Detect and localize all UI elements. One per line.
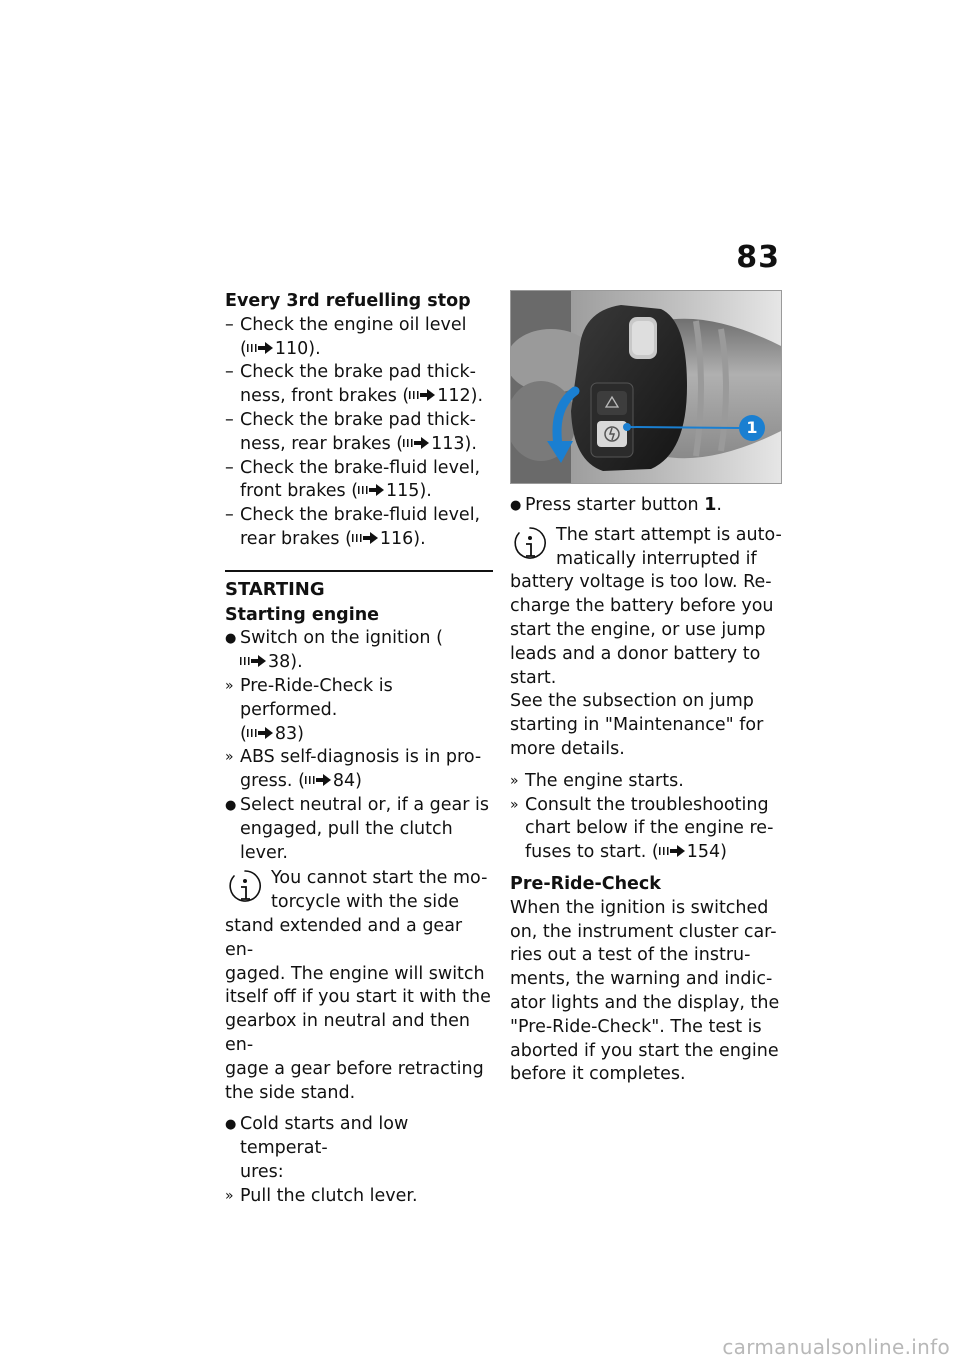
dash-marker: –: [225, 362, 234, 383]
button-number: 1: [704, 495, 717, 515]
page-reference-arrow-icon: [352, 532, 378, 544]
result-item: [225, 675, 493, 746]
body-text: before it completes.: [510, 1064, 686, 1085]
result-item: » Consult the troubleshooting chart below if the engine re- fuses to start. ( 154): [510, 794, 782, 865]
dash-marker: –: [225, 505, 234, 526]
note-text: starting in "Maintenance" for: [510, 715, 764, 736]
item-text: ).: [290, 652, 303, 673]
note-text: You cannot start the mo-: [271, 868, 488, 889]
note-text: start the engine, or use jump: [510, 619, 766, 640]
page-reference-link[interactable]: ( 115): [351, 481, 427, 502]
handlebar-switch-figure: [510, 290, 782, 484]
pre-ride-check-heading: Pre-Ride-Check: [510, 873, 661, 894]
bullet-marker: ●: [225, 1117, 237, 1133]
note-text: matically interrupted if: [556, 548, 757, 569]
page-reference-arrow-icon: [240, 655, 266, 667]
result-item: [510, 770, 782, 794]
note-text: stand extended and a gear en-: [225, 915, 463, 960]
figure-callout-label: 1: [746, 418, 758, 437]
note-text: leads and a donor battery to: [510, 643, 761, 664]
item-text: Check the brake-fluid level,: [240, 505, 481, 526]
item-text: Check the brake-fluid level,: [240, 457, 481, 478]
body-text: ments, the warning and indic-: [510, 969, 773, 990]
page-reference-arrow-icon: [409, 389, 435, 401]
result-item: » ABS self-diagnosis is in pro- gress. ( 84): [225, 746, 493, 794]
result-marker: »: [225, 749, 234, 766]
note-text: battery voltage is too low. Re-: [510, 572, 772, 593]
note-text: See the subsection on jump: [510, 691, 754, 712]
bullet-marker: ●: [225, 797, 237, 813]
body-text: aborted if you start the engine: [510, 1040, 779, 1061]
item-text: Press starter button: [525, 495, 705, 515]
bullet-marker: ●: [225, 631, 237, 647]
result-marker: »: [510, 796, 519, 813]
info-icon: [510, 524, 550, 568]
checklist-item: – Check the brake pad thick- ness, front brakes ( 112).: [225, 361, 493, 409]
starting-engine-heading: Starting engine: [225, 604, 380, 625]
watermark: carmanualsonline.info: [722, 1335, 950, 1359]
page-reference-arrow-icon: [247, 727, 273, 739]
note-text: gearbox in neutral and then en-: [225, 1011, 470, 1055]
page-reference-link[interactable]: ( 116): [345, 528, 421, 549]
page-reference-link[interactable]: ( 154): [651, 842, 727, 863]
section-divider: [225, 570, 493, 572]
page-reference-link[interactable]: ( 83): [240, 723, 304, 744]
item-text: Cold starts and low temperat-: [240, 1114, 409, 1159]
item-text: Switch on the ignition (: [240, 628, 443, 649]
note-text: itself off if you start it with the: [225, 987, 491, 1008]
page-reference-arrow-icon: [247, 342, 273, 354]
checklist-item: – Check the engine oil level ( 110).: [225, 314, 493, 362]
list-item: ● Press starter button 1.: [510, 494, 782, 518]
dash-marker: –: [225, 409, 234, 430]
note-text: charge the battery before you: [510, 596, 774, 617]
result-marker: »: [225, 677, 234, 694]
section-title: STARTING: [225, 578, 325, 600]
page-reference-link[interactable]: ( 113): [396, 433, 472, 454]
item-text: ures:: [240, 1161, 284, 1182]
page-reference-link[interactable]: ( 110): [240, 338, 316, 359]
item-text: Consult the troubleshooting: [525, 794, 769, 815]
body-text: When the ignition is switched: [510, 897, 769, 918]
item-text: Select neutral or, if a gear is: [240, 794, 489, 815]
note-text: The start attempt is auto-: [556, 524, 782, 545]
body-text: on, the instrument cluster car-: [510, 921, 777, 942]
body-text: "Pre-Ride-Check". The test is: [510, 1016, 762, 1037]
page-reference-link[interactable]: ( 112): [402, 386, 478, 407]
page-number: 83: [736, 240, 780, 275]
result-item: [225, 1185, 493, 1209]
info-icon: [225, 867, 265, 911]
info-note: [510, 524, 782, 762]
result-marker: »: [225, 1187, 234, 1204]
item-text: Check the brake pad thick-: [240, 409, 476, 430]
item-text: ABS self-diagnosis is in pro-: [240, 747, 482, 768]
body-text: ries out a test of the instru-: [510, 945, 751, 966]
page-reference-link[interactable]: 38: [240, 652, 290, 672]
checklist-item: – Check the brake-fluid level, rear brakes ( 116).: [225, 504, 493, 552]
note-text: gaged. The engine will switch: [225, 963, 485, 984]
page-reference-arrow-icon: [403, 437, 429, 449]
dash-marker: –: [225, 457, 234, 478]
bullet-marker: ●: [510, 498, 522, 513]
page-reference-arrow-icon: [358, 484, 384, 496]
note-text: more details.: [510, 738, 625, 759]
item-text: The engine starts.: [525, 770, 684, 791]
item-text: Check the brake pad thick-: [240, 362, 476, 383]
page-reference-link[interactable]: ( 84): [298, 771, 362, 792]
item-text: Pre-Ride-Check is performed.: [240, 675, 393, 720]
info-note: [225, 867, 493, 1105]
checklist-item: – Check the brake-fluid level, front brakes ( 115).: [225, 457, 493, 505]
left-column: [225, 290, 493, 1208]
right-column: [510, 290, 782, 1087]
every-3rd-heading: Every 3rd refuelling stop: [225, 291, 471, 311]
dash-marker: –: [225, 314, 234, 335]
body-text: ator lights and the display, the: [510, 992, 780, 1013]
every-3rd-list: [225, 314, 493, 552]
item-text: chart below if the engine re-: [525, 818, 774, 839]
note-text: the side stand.: [225, 1082, 356, 1103]
note-text: start.: [510, 667, 557, 688]
list-item: [225, 627, 493, 675]
item-text: Check the engine oil level: [240, 314, 467, 335]
result-marker: »: [510, 772, 519, 789]
item-text: engaged, pull the clutch lever.: [240, 818, 453, 863]
item-text: Pull the clutch lever.: [240, 1185, 418, 1206]
page-reference-arrow-icon: [305, 774, 331, 786]
list-item: [225, 794, 493, 865]
right-handlebar-switch-illustration: [511, 291, 781, 483]
list-item: [225, 1113, 493, 1184]
checklist-item: – Check the brake pad thick- ness, rear brakes ( 113).: [225, 409, 493, 457]
note-text: torcycle with the side: [271, 892, 459, 913]
note-text: gage a gear before retracting: [225, 1058, 484, 1079]
page-reference-arrow-icon: [659, 845, 685, 857]
